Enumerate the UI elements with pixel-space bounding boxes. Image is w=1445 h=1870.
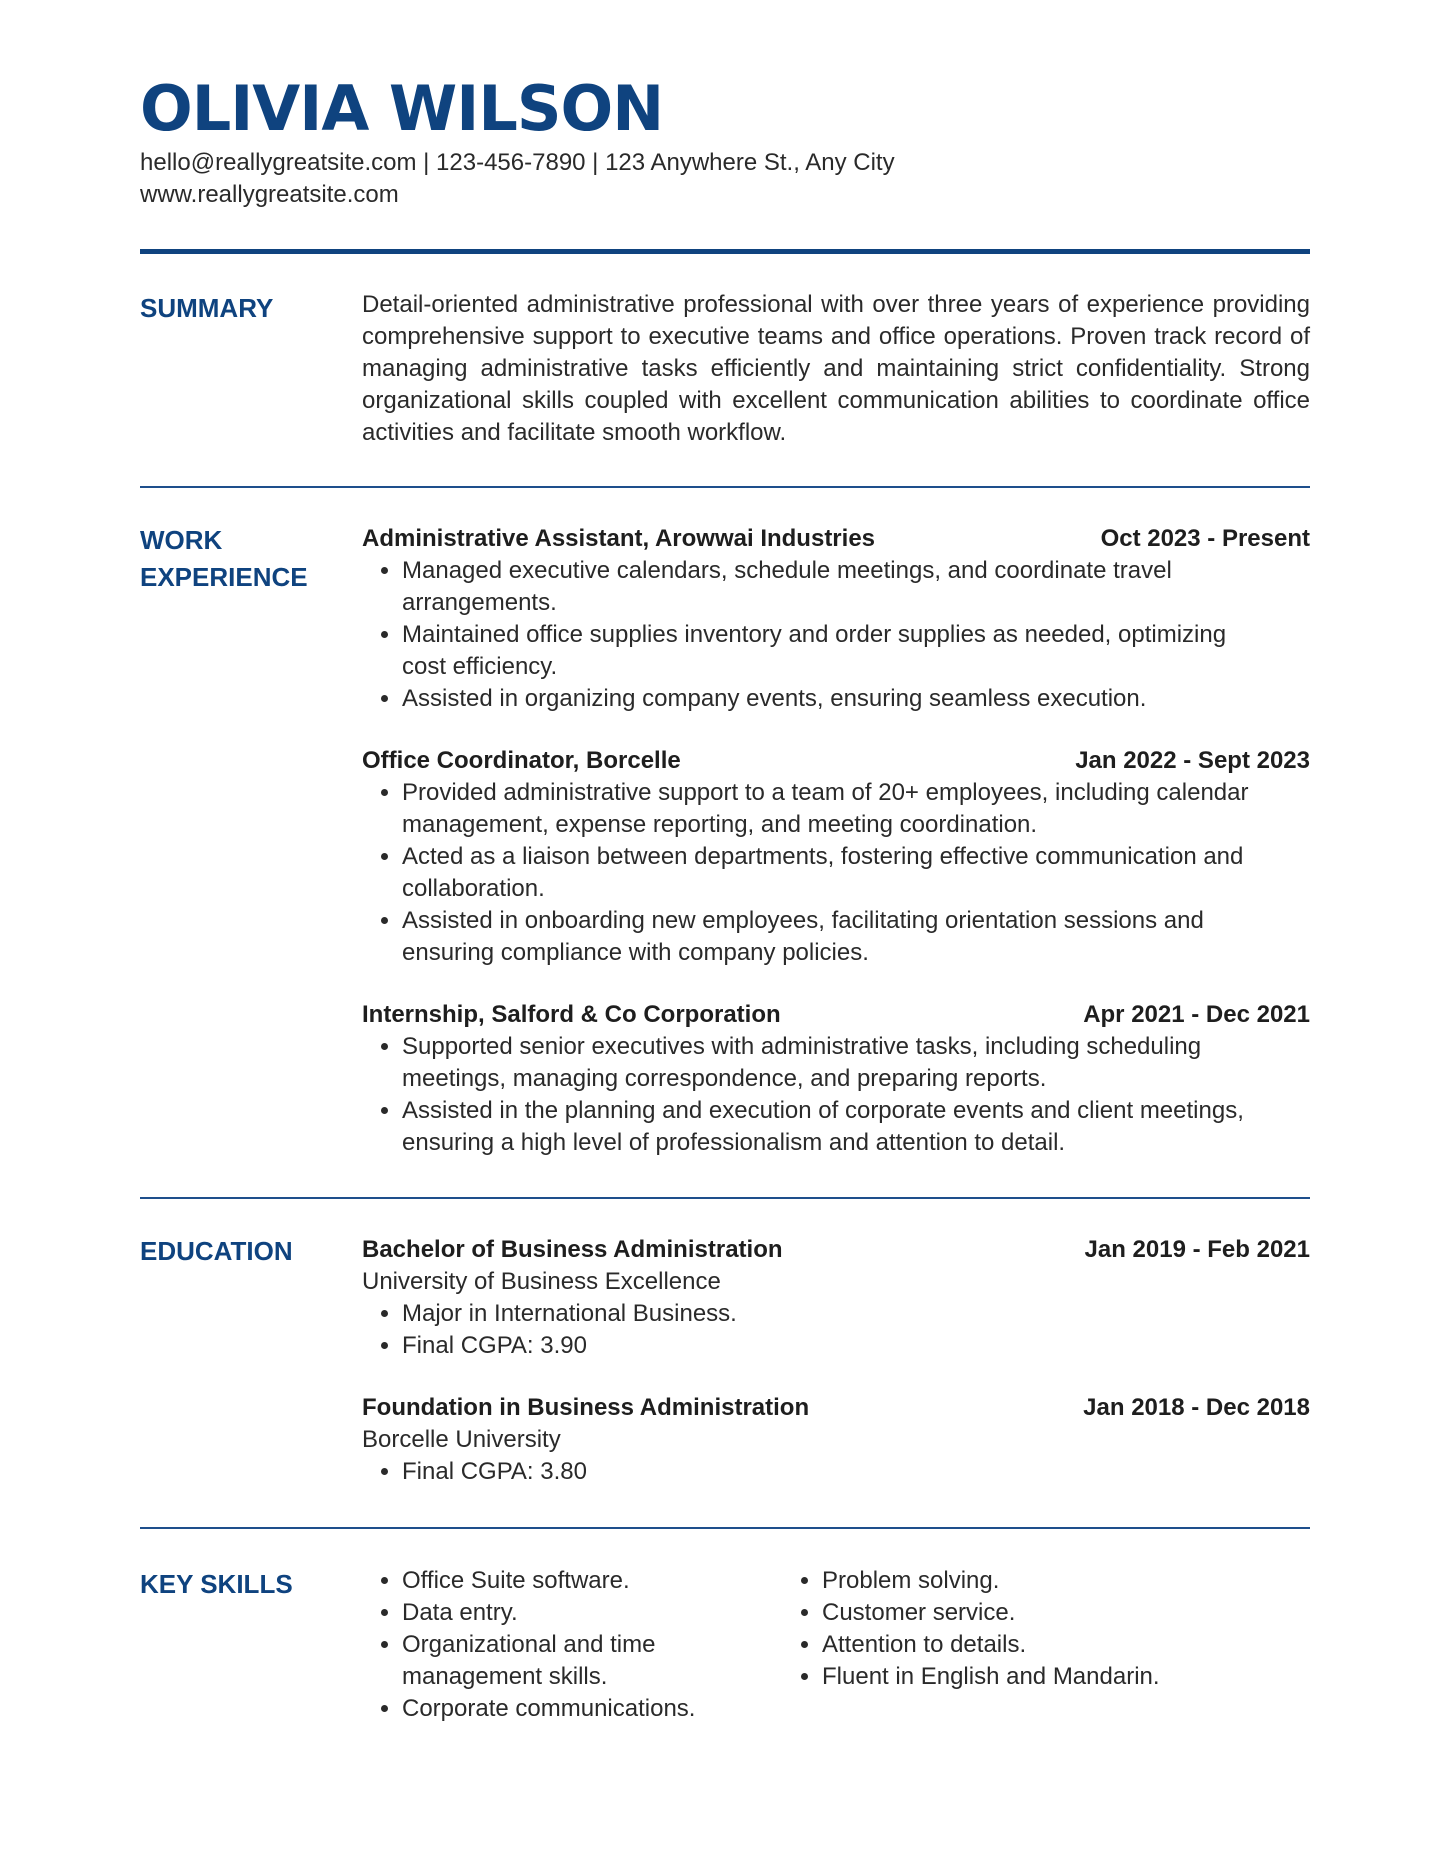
job-role: Administrative Assistant, Arowwai Industries — [362, 525, 876, 552]
skills-column-left — [362, 1565, 782, 1725]
education-bullets — [362, 1298, 1310, 1362]
education-bullets — [362, 1456, 1310, 1488]
job-dates: Jan 2022 - Sept 2023 — [1075, 747, 1310, 774]
list-item: • Attention to details. — [822, 1629, 1242, 1661]
job-dates: Apr 2021 - Dec 2021 — [1083, 1001, 1310, 1028]
work-experience-list — [362, 523, 1310, 1159]
work-heading-line1: WORK — [140, 525, 223, 555]
school-name: University of Business Excellence — [362, 1268, 721, 1295]
list-item: • Acted as a liaison between departments, fostering effective communication and collaboration. — [402, 841, 1252, 905]
header-divider — [140, 249, 1310, 254]
education-header — [362, 1234, 1310, 1266]
skills-column-right — [782, 1565, 1242, 1725]
education-heading: EDUCATION — [140, 1236, 293, 1266]
summary-heading: SUMMARY — [140, 293, 274, 323]
job-header — [362, 523, 1310, 555]
degree-title: Bachelor of Business Administration — [362, 1236, 783, 1263]
list-item: • Assisted in organizing company events, ensuring seamless execution. — [402, 683, 1262, 715]
list-item: • Managed executive calendars, schedule meetings, and coordinate travel arrangements. — [402, 555, 1262, 619]
job-entry — [362, 745, 1310, 969]
section-divider — [140, 486, 1310, 488]
list-item: • Provided administrative support to a team of 20+ employees, including calendar management, expense reporting, and meeting coordination. — [402, 777, 1252, 841]
list-item: • Organizational and time management skills. — [402, 1629, 732, 1693]
work-heading-line2: EXPERIENCE — [140, 562, 308, 592]
job-dates: Oct 2023 - Present — [1100, 525, 1310, 552]
job-header — [362, 745, 1310, 777]
skills-bullets — [782, 1565, 1242, 1693]
school-name: Borcelle University — [362, 1426, 561, 1453]
list-item: • Assisted in the planning and execution of corporate events and client meetings, ensuring a high level of professionalism and attention to detail. — [402, 1095, 1262, 1159]
job-role: Office Coordinator, Borcelle — [362, 747, 681, 774]
summary-text: Detail-oriented administrative professional with over three years of experience providing comprehensive support to executive teams and office operations. Proven track record of managing administrative tasks efficiently and maintaining strict confidentiality. Strong organizational skills coupled with excellent communication abilities to coordinate office activities and facilitate smooth workflow. — [362, 291, 1310, 446]
list-item: • Maintained office supplies inventory and order supplies as needed, optimizing cost efficiency. — [402, 619, 1262, 683]
list-item: • Corporate communications. — [402, 1693, 732, 1725]
job-bullets — [362, 777, 1252, 969]
job-bullets — [362, 555, 1262, 715]
list-item: • Assisted in onboarding new employees, facilitating orientation sessions and ensuring compliance with company policies. — [402, 905, 1252, 969]
candidate-name: OLIVIA WILSON — [140, 72, 664, 145]
work-experience-heading — [140, 522, 308, 596]
education-header — [362, 1392, 1310, 1424]
section-divider — [140, 1197, 1310, 1199]
list-item: • Major in International Business. — [402, 1298, 1310, 1330]
skills-bullets — [362, 1565, 782, 1725]
job-bullets — [362, 1031, 1262, 1159]
list-item: • Data entry. — [402, 1597, 732, 1629]
list-item: • Supported senior executives with administrative tasks, including scheduling meetings, managing correspondence, and preparing reports. — [402, 1031, 1262, 1095]
contact-info — [140, 147, 895, 211]
list-item: • Final CGPA: 3.90 — [402, 1330, 1310, 1362]
degree-title: Foundation in Business Administration — [362, 1394, 810, 1421]
job-entry — [362, 999, 1310, 1159]
job-entry — [362, 523, 1310, 715]
list-item: • Customer service. — [822, 1597, 1242, 1629]
key-skills-list — [362, 1565, 1310, 1725]
list-item: • Problem solving. — [822, 1565, 1242, 1597]
education-entry — [362, 1392, 1310, 1488]
education-entry — [362, 1234, 1310, 1362]
education-list — [362, 1234, 1310, 1488]
list-item: • Office Suite software. — [402, 1565, 732, 1597]
website-line: www.reallygreatsite.com — [140, 181, 399, 208]
list-item: • Fluent in English and Mandarin. — [822, 1661, 1242, 1693]
section-divider — [140, 1527, 1310, 1529]
contact-line: hello@reallygreatsite.com | 123-456-7890 | 123 Anywhere St., Any City — [140, 149, 895, 176]
education-dates: Jan 2019 - Feb 2021 — [1084, 1236, 1310, 1263]
job-header — [362, 999, 1310, 1031]
education-dates: Jan 2018 - Dec 2018 — [1083, 1394, 1310, 1421]
list-item: • Final CGPA: 3.80 — [402, 1456, 1310, 1488]
key-skills-heading: KEY SKILLS — [140, 1569, 293, 1599]
job-role: Internship, Salford & Co Corporation — [362, 1001, 781, 1028]
